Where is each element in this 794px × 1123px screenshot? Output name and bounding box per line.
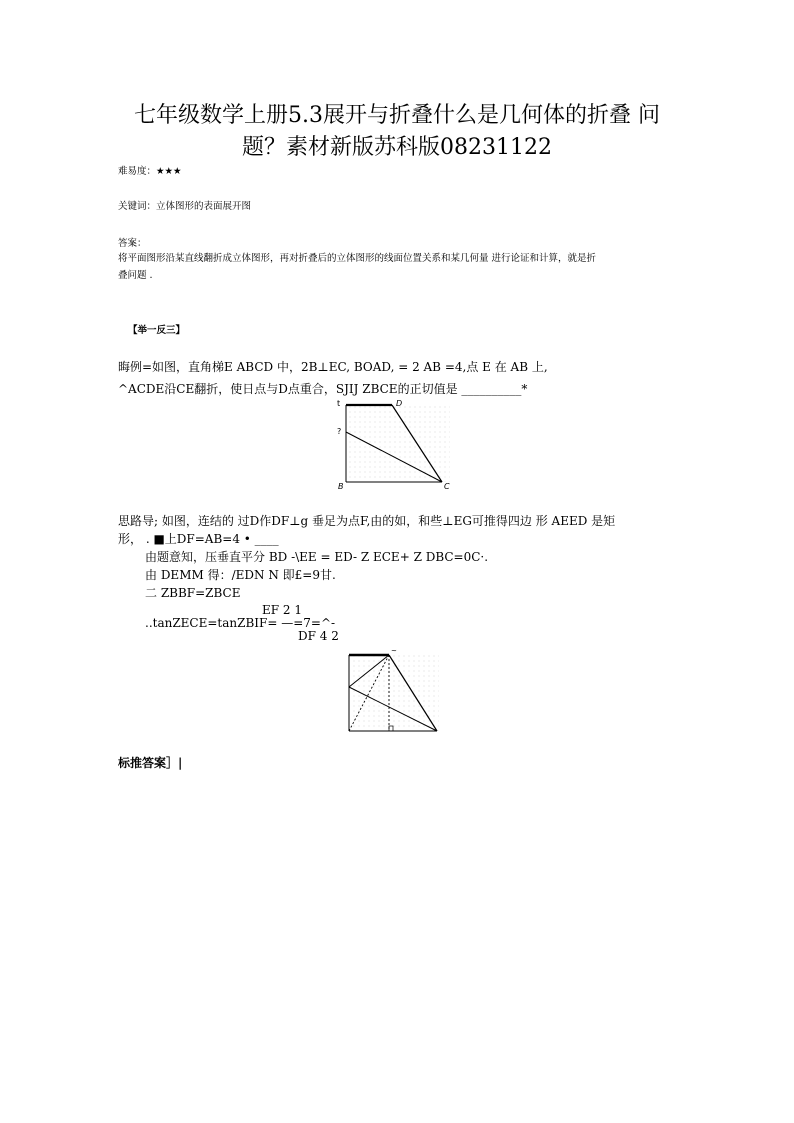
answer-label: 答案： [118,238,147,249]
label-b: B [338,482,344,491]
section-heading: 【举一反三】 [128,325,186,336]
label-d: D [396,399,403,408]
answer-text-line2: 叠问题 . [118,270,153,281]
label-top: ~ [391,647,397,655]
difficulty-rating: 难易度：★★★ [118,166,182,177]
fraction-denominator: DF 4 2 [298,629,339,643]
grid-background [349,653,439,731]
doc-title-line2: 题？素材新版苏科版08231122 [242,135,552,160]
hint-line1: 思路导; 如图，连结的 过D作DF⊥g 垂足为点F,由的如，和些⊥EG可推得四边 形 AEED 是矩 [118,514,616,528]
hint-line5: 二 ZBBF=ZBCE [145,586,241,600]
fraction-numerator: EF 2 1 [262,603,302,617]
tan-equation: ..tanZECE=tanZBIF= —=7=^- [145,616,336,630]
answer-text-line1: 将平面图形沿某直线翻折成立体图形，再对折叠后的立体图形的线面位置关系和某几何量 进行论证和计算，就是折 [118,253,597,264]
label-top-left: t [337,399,341,408]
example-line1: 晦例=如图，直角梯E ABCD 中，2B⊥EC, BOAD, = 2 AB =4,点 E 在 AB 上, [118,360,548,374]
label-c: C [444,482,450,491]
label-e: ? [337,427,342,436]
hint-line4: 由 DEMM 得：/EDN N 即£=9甘. [145,568,336,582]
doc-title-line1: 七年级数学上册5.3展开与折叠什么是几何体的折叠 问 [134,103,660,128]
hint-line2: 形， . ■上DF=AB=4 • ____ [118,532,279,546]
keywords: 关键词：立体图形的表面展开图 [118,201,252,212]
example-line2: ^ACDE沿CE翻折，使日点与D点重合，SJIJ ZBCE的正切值是 __________* [118,382,528,396]
standard-answer-heading: 标推答案］| [118,756,183,770]
solution-figure [343,645,443,735]
hint-line3: 由题意知，压垂直平分 BD -\EE = ED- Z ECE+ Z DBC=0C·. [145,550,489,564]
trapezoid-figure [334,396,456,492]
